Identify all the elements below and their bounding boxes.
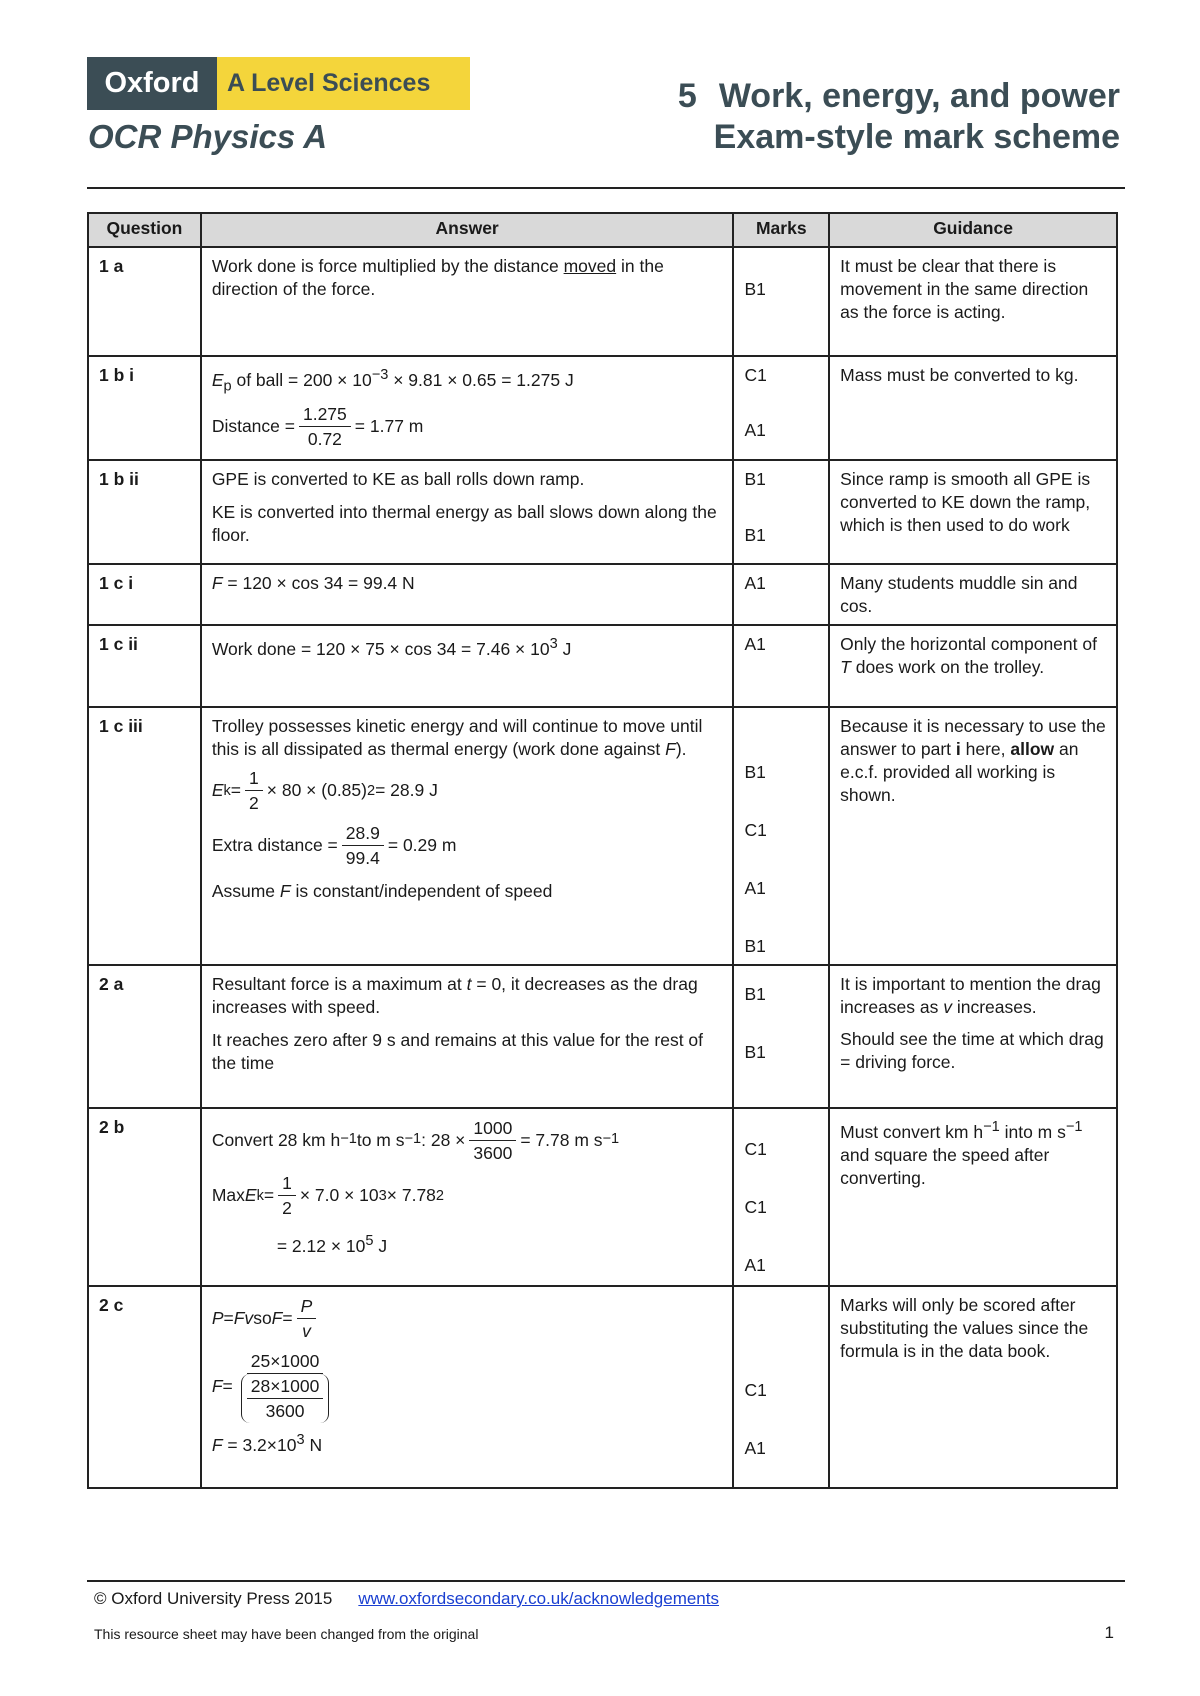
answer-cell: [201, 965, 734, 1108]
guidance-cell: [829, 707, 1117, 965]
question-label: 1 c ii: [88, 625, 201, 707]
denominator: 3600: [265, 1401, 305, 1421]
answer-cell: [201, 247, 734, 356]
answer-text: = 0.29 m: [387, 835, 457, 855]
superscript: 3: [296, 1432, 305, 1448]
denominator: [237, 1374, 334, 1423]
superscript: −1: [340, 1131, 357, 1147]
symbol-f: F: [211, 1375, 223, 1396]
fraction: [297, 1294, 317, 1343]
publisher-logo: [87, 57, 470, 110]
marks-cell: [733, 460, 829, 564]
fraction: [299, 402, 351, 451]
numerator: 25×1000: [247, 1349, 324, 1374]
fraction: [237, 1349, 334, 1423]
symbol-fv: Fv: [233, 1308, 254, 1328]
denominator: 99.4: [345, 848, 380, 868]
fraction: [342, 821, 384, 870]
fraction: [469, 1116, 516, 1165]
superscript: −3: [371, 367, 389, 383]
numerator: P: [297, 1294, 317, 1319]
superscript: −1: [1065, 1119, 1083, 1135]
symbol-f: F: [271, 1308, 283, 1328]
question-label: 2 a: [88, 965, 201, 1108]
answer-text: so: [253, 1308, 272, 1328]
guidance-text: Must convert km h: [840, 1121, 984, 1142]
guidance-text: and square the speed after converting.: [840, 1144, 1050, 1188]
superscript: 3: [549, 636, 558, 652]
answer-text: = 120 × cos 34 = 99.4 N: [222, 573, 415, 593]
answer-text: =: [263, 1185, 275, 1205]
mark-code: B1: [744, 525, 766, 545]
subscript: p: [223, 378, 232, 395]
numerator: 1000: [469, 1116, 516, 1141]
footer-divider: [87, 1580, 1125, 1582]
guidance-text: It is important to mention the drag increases as: [840, 974, 1101, 1017]
answer-cell: [201, 460, 734, 564]
logo-oxford: Oxford: [87, 57, 217, 110]
document-type: Exam-style mark scheme: [713, 118, 1120, 156]
table-row: [88, 564, 1117, 625]
question-label: 1 c iii: [88, 707, 201, 965]
marks-cell: A1: [733, 625, 829, 707]
mark-code: C1: [744, 1197, 767, 1217]
answer-text: ).: [675, 739, 687, 759]
mark-code: C1: [744, 365, 767, 385]
table-row: [88, 1286, 1117, 1488]
answer-text: Max: [211, 1185, 245, 1205]
answer-cell: [201, 625, 734, 707]
footer-copyright-line: [94, 1589, 719, 1609]
marks-cell: A1: [733, 564, 829, 625]
symbol-t: T: [840, 657, 851, 677]
answer-text: Distance =: [211, 416, 295, 437]
header-answer: Answer: [201, 213, 734, 247]
guidance-text: an e.c.f. provided all working is shown.: [840, 739, 1079, 805]
mark-code: A1: [744, 878, 766, 898]
mark-code: B1: [744, 279, 766, 299]
chapter-heading: [678, 76, 1120, 158]
marks-cell: [733, 247, 829, 356]
answer-cell: [201, 1108, 734, 1286]
guidance-cell: Many students muddle sin and cos.: [829, 564, 1117, 625]
superscript: 3: [378, 1188, 387, 1204]
denominator: 2: [282, 1198, 292, 1218]
superscript: 2: [435, 1188, 445, 1204]
header-question: Question: [88, 213, 201, 247]
header-guidance: Guidance: [829, 213, 1117, 247]
mark-code: B1: [744, 936, 766, 956]
mark-code: B1: [744, 762, 766, 782]
marks-cell: [733, 965, 829, 1108]
mark-code: B1: [744, 1042, 766, 1062]
mark-code: C1: [744, 1139, 767, 1159]
footer-note: This resource sheet may have been changed from the original: [94, 1626, 479, 1642]
question-label: 1 b i: [88, 356, 201, 460]
answer-text: Resultant force is a maximum at: [211, 974, 467, 994]
guidance-cell: Marks will only be scored after substituting the values since the formula is in the data book.: [829, 1286, 1117, 1488]
answer-text: GPE is converted to KE as ball rolls down ramp.: [211, 469, 585, 489]
guidance-cell: Mass must be converted to kg.: [829, 356, 1117, 460]
symbol-f: F: [211, 573, 223, 593]
symbol-p: P: [211, 1308, 224, 1328]
denominator: 0.72: [307, 429, 342, 450]
mark-code: B1: [744, 984, 766, 1004]
answer-text: to m s: [356, 1130, 405, 1150]
mark-code: A1: [744, 420, 766, 440]
answer-cell: [201, 707, 734, 965]
answer-text: Assume: [211, 881, 280, 901]
inner-fraction: [247, 1374, 324, 1423]
logo-series: A Level Sciences: [217, 57, 470, 110]
symbol-e: E: [211, 369, 224, 390]
symbol-f: F: [665, 739, 676, 759]
superscript: 2: [366, 783, 376, 799]
answer-text: =: [282, 1308, 293, 1328]
answer-text: × 80 × (0.85): [266, 780, 367, 800]
mark-code: C1: [744, 820, 767, 840]
guidance-cell: [829, 1108, 1117, 1286]
superscript: −1: [983, 1119, 1000, 1135]
mark-scheme-table: [87, 212, 1118, 1489]
copyright-text: © Oxford University Press 2015: [94, 1589, 333, 1608]
header-divider: [87, 187, 1125, 189]
table-row: [88, 356, 1117, 460]
symbol-t: t: [466, 974, 472, 994]
guidance-cell: [829, 965, 1117, 1108]
marks-cell: [733, 1286, 829, 1488]
answer-text: : 28 ×: [421, 1130, 466, 1150]
answer-text: Extra distance =: [211, 835, 338, 855]
answer-cell: [201, 356, 734, 460]
guidance-text: increases.: [952, 997, 1037, 1017]
numerator: 1: [245, 766, 263, 791]
fraction: [245, 766, 263, 815]
table-row: [88, 707, 1117, 965]
table-header-row: [88, 213, 1117, 247]
answer-text: × 7.0 × 10: [299, 1185, 379, 1205]
guidance-text: Should see the time at which drag = driving force.: [840, 1029, 1104, 1072]
question-label: 2 c: [88, 1286, 201, 1488]
numerator: 1.275: [299, 402, 351, 427]
symbol-f: F: [211, 1434, 223, 1455]
answer-text: J: [373, 1235, 388, 1256]
superscript: −1: [602, 1131, 620, 1147]
numerator: 1: [278, 1171, 296, 1196]
guidance-text: Because it is necessary to use the answer to part: [840, 716, 1106, 759]
marks-cell: [733, 356, 829, 460]
subscript: k: [256, 1188, 264, 1204]
guidance-text: into m s: [999, 1121, 1066, 1142]
table-row: [88, 1108, 1117, 1286]
answer-text: = 2.12 × 10: [276, 1235, 366, 1256]
denominator: v: [302, 1321, 311, 1341]
chapter-number: 5: [677, 77, 697, 115]
numerator: 28.9: [342, 821, 384, 846]
answer-text: = 28.9 J: [375, 780, 438, 800]
chapter-title: Work, energy, and power: [718, 77, 1120, 115]
answer-text: N: [304, 1434, 323, 1455]
answer-text: =: [223, 1308, 234, 1328]
mark-code: A1: [744, 1255, 766, 1275]
guidance-part: i: [955, 739, 961, 759]
answer-text: Work done is force multiplied by the distance: [211, 256, 564, 276]
subject-title: OCR Physics A: [88, 118, 328, 155]
answer-text: = 3.2×10: [222, 1434, 297, 1455]
question-label: 1 a: [88, 247, 201, 356]
guidance-cell: Since ramp is smooth all GPE is converted to KE down the ramp, which is then used to do work: [829, 460, 1117, 564]
guidance-text: here,: [960, 739, 1011, 759]
answer-text: =: [222, 1375, 233, 1396]
marks-cell: [733, 1108, 829, 1286]
table-row: [88, 247, 1117, 356]
header-marks: Marks: [733, 213, 829, 247]
question-label: 1 c i: [88, 564, 201, 625]
subscript: k: [223, 783, 231, 799]
answer-text: Work done = 120 × 75 × cos 34 = 7.46 × 10: [211, 638, 550, 659]
answer-text: Convert 28 km h: [211, 1130, 341, 1150]
answer-text: of ball = 200 × 10: [231, 369, 372, 390]
denominator: 2: [249, 793, 259, 813]
question-label: 2 b: [88, 1108, 201, 1286]
symbol-f: F: [279, 881, 291, 901]
table-row: [88, 965, 1117, 1108]
guidance-allow: allow: [1010, 739, 1055, 759]
answer-text-end: in the direction of the force.: [211, 256, 664, 299]
guidance-text: does work on the trolley.: [850, 657, 1045, 677]
guidance-cell: [829, 625, 1117, 707]
page-number: 1: [1104, 1623, 1114, 1642]
answer-text: J: [557, 638, 572, 659]
answer-cell: [201, 564, 734, 625]
answer-underlined: moved: [563, 256, 617, 276]
fraction: [278, 1171, 296, 1220]
guidance-text: Only the horizontal component of: [840, 634, 1097, 654]
symbol-v: v: [943, 997, 952, 1017]
answer-text: Trolley possesses kinetic energy and will continue to move until this is all dissipated as thermal energy (work done against: [211, 716, 703, 759]
mark-code: A1: [744, 1438, 766, 1458]
answer-text: × 7.78: [386, 1185, 436, 1205]
answer-text: KE is converted into thermal energy as ball slows down along the floor.: [211, 502, 717, 545]
table-row: [88, 460, 1117, 564]
answer-text: It reaches zero after 9 s and remains at this value for the rest of the time: [211, 1030, 704, 1073]
answer-cell: [201, 1286, 734, 1488]
symbol-e: E: [211, 780, 224, 800]
question-label: 1 b ii: [88, 460, 201, 564]
answer-text: is constant/independent of speed: [290, 881, 553, 901]
symbol-e: E: [244, 1185, 257, 1205]
superscript: 5: [365, 1233, 374, 1249]
mark-code: B1: [744, 469, 766, 489]
answer-text: = 1.77 m: [354, 416, 424, 437]
superscript: −1: [404, 1131, 422, 1147]
guidance-cell: It must be clear that there is movement in the same direction as the force is acting.: [829, 247, 1117, 356]
answer-text: × 9.81 × 0.65 = 1.275 J: [388, 369, 574, 390]
marks-cell: [733, 707, 829, 965]
denominator: 3600: [473, 1143, 513, 1163]
table-row: [88, 625, 1117, 707]
answer-text: = 7.78 m s: [520, 1130, 603, 1150]
numerator: 28×1000: [247, 1374, 324, 1399]
mark-code: C1: [744, 1380, 767, 1400]
acknowledgements-link[interactable]: www.oxfordsecondary.co.uk/acknowledgements: [358, 1589, 719, 1608]
bracketed-term: [241, 1374, 330, 1423]
answer-text: =: [230, 780, 242, 800]
answer-text: = 0, it decreases as the drag increases with speed.: [211, 974, 698, 1017]
